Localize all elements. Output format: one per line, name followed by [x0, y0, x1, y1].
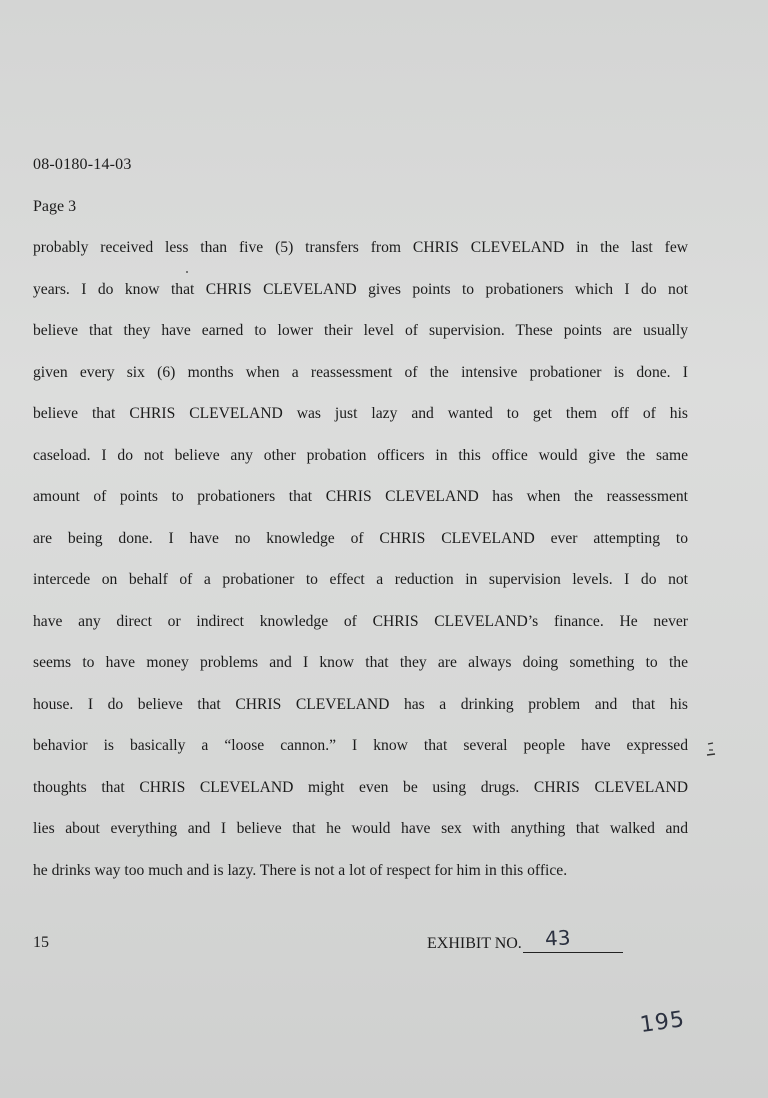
body-line: lies about everything and I believe that he would have sex with anything that walked and [33, 820, 688, 837]
body-line: behavior is basically a “loose cannon.” I know that several people have expressed [33, 737, 688, 754]
body-line: he drinks way too much and is lazy. There is not a lot of respect for him in this office. [33, 861, 568, 879]
page-label: Page 3 [33, 198, 77, 215]
exhibit-line [523, 925, 623, 953]
body-line: have any direct or indirect knowledge of CHRIS CLEVELAND’s finance. He never [33, 612, 688, 630]
body-line: seems to have money problems and I know that they are always doing something to the [33, 654, 688, 671]
body-line: believe that CHRIS CLEVELAND was just lazy and wanted to get them off of his [33, 405, 688, 422]
body-line: years. I do know that CHRIS CLEVELAND gives points to probationers which I do not [33, 280, 688, 298]
body-line: thoughts that CHRIS CLEVELAND might even be using drugs. CHRIS CLEVELAND [33, 778, 688, 796]
exhibit-label: EXHIBIT NO. [427, 935, 522, 952]
body-line: given every six (6) months when a reassessment of the intensive probationer is done. I [33, 363, 688, 381]
exhibit-number [427, 925, 623, 953]
body-line: amount of points to probationers that CHRIS CLEVELAND has when the reassessment [33, 488, 688, 505]
margin-mark-icon [704, 740, 718, 760]
statement-body [33, 238, 688, 902]
body-line: probably received less than five (5) transfers from CHRIS CLEVELAND in the last few [33, 239, 688, 256]
body-line: believe that they have earned to lower their level of supervision. These points are usually [33, 322, 688, 339]
case-number: 08-0180-14-03 [33, 156, 132, 173]
footer-number: 15 [33, 934, 49, 951]
body-line: intercede on behalf of a probationer to effect a reduction in supervision levels. I do not [33, 571, 688, 588]
body-line: house. I do believe that CHRIS CLEVELAND has a drinking problem and that his [33, 695, 688, 713]
body-line: are being done. I have no knowledge of CHRIS CLEVELAND ever attempting to [33, 529, 688, 547]
exhibit-value: 43 [544, 925, 571, 951]
handwritten-page-number: 195 [638, 1006, 687, 1039]
body-line: caseload. I do not believe any other probation officers in this office would give the same [33, 446, 688, 464]
